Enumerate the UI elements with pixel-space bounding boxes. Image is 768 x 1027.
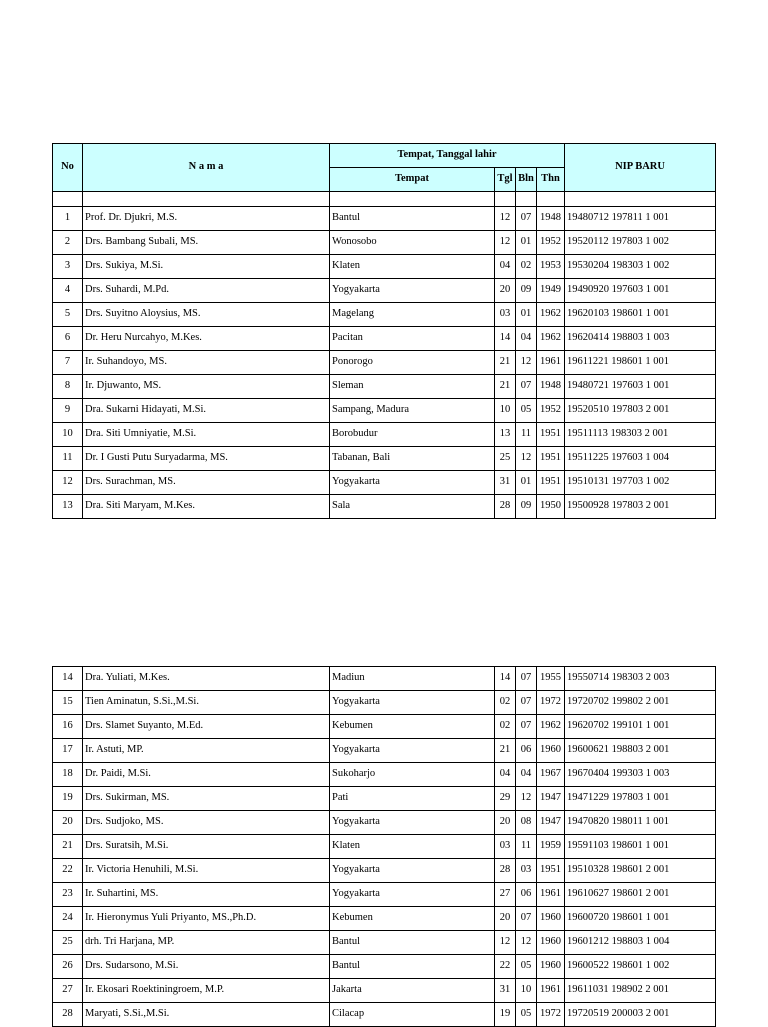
cell-bln: 12	[516, 931, 537, 955]
cell-tempat: Ponorogo	[330, 351, 495, 375]
cell-tgl: 31	[495, 471, 516, 495]
table-row	[53, 787, 716, 811]
cell-no: 2	[53, 231, 83, 255]
cell-tgl: 20	[495, 279, 516, 303]
cell-tempat: Kebumen	[330, 715, 495, 739]
cell-nama: Drs. Sudarsono, M.Si.	[83, 955, 330, 979]
cell-bln: 10	[516, 979, 537, 1003]
table-body	[53, 192, 716, 519]
cell-nama: Drs. Sukiya, M.Si.	[83, 255, 330, 279]
cell-thn: 1951	[537, 859, 565, 883]
cell-thn: 1951	[537, 423, 565, 447]
cell-nip: 19620702 199101 1 001	[565, 715, 716, 739]
cell-nama: Drs. Suyitno Aloysius, MS.	[83, 303, 330, 327]
cell-nama: Drs. Sudjoko, MS.	[83, 811, 330, 835]
cell-tempat: Kebumen	[330, 907, 495, 931]
cell-no: 19	[53, 787, 83, 811]
table-row	[53, 835, 716, 859]
cell-bln: 08	[516, 811, 537, 835]
table-row	[53, 399, 716, 423]
cell-tgl: 03	[495, 835, 516, 859]
cell-tgl: 10	[495, 399, 516, 423]
cell-tempat: Yogyakarta	[330, 279, 495, 303]
table-body	[53, 667, 716, 1027]
staff-table-1	[52, 143, 716, 519]
cell-tempat: Yogyakarta	[330, 883, 495, 907]
cell-nip: 19511225 197603 1 004	[565, 447, 716, 471]
cell-nip: 19500928 197803 2 001	[565, 495, 716, 519]
col-header-tempat: Tempat	[330, 168, 495, 192]
cell-no: 18	[53, 763, 83, 787]
cell-thn: 1953	[537, 255, 565, 279]
cell-nama: Tien Aminatun, S.Si.,M.Si.	[83, 691, 330, 715]
cell-tgl: 21	[495, 739, 516, 763]
cell-nama: Drs. Suratsih, M.Si.	[83, 835, 330, 859]
table-row	[53, 207, 716, 231]
cell-nip: 19620414 198803 1 003	[565, 327, 716, 351]
cell-bln: 04	[516, 327, 537, 351]
cell-thn: 1967	[537, 763, 565, 787]
table-row	[53, 931, 716, 955]
cell-tempat: Jakarta	[330, 979, 495, 1003]
cell-bln: 12	[516, 351, 537, 375]
table-row	[53, 303, 716, 327]
cell-nama: Prof. Dr. Djukri, M.S.	[83, 207, 330, 231]
cell-bln: 09	[516, 495, 537, 519]
cell-bln: 05	[516, 399, 537, 423]
col-header-bln: Bln	[516, 168, 537, 192]
col-header-nip: NIP BARU	[565, 144, 716, 192]
cell-no: 6	[53, 327, 83, 351]
cell-bln: 03	[516, 859, 537, 883]
cell-tempat: Klaten	[330, 255, 495, 279]
cell-tgl: 02	[495, 691, 516, 715]
cell-tempat: Cilacap	[330, 1003, 495, 1027]
cell-no: 23	[53, 883, 83, 907]
cell-nama: Drs. Slamet Suyanto, M.Ed.	[83, 715, 330, 739]
cell-bln: 09	[516, 279, 537, 303]
cell-no: 22	[53, 859, 83, 883]
cell-no: 7	[53, 351, 83, 375]
cell-tgl: 21	[495, 375, 516, 399]
cell-tempat: Bantul	[330, 207, 495, 231]
cell-thn: 1961	[537, 351, 565, 375]
cell-nip: 19530204 198303 1 002	[565, 255, 716, 279]
table-row	[53, 1003, 716, 1027]
cell-tempat: Yogyakarta	[330, 739, 495, 763]
table-row	[53, 907, 716, 931]
cell-tempat: Wonosobo	[330, 231, 495, 255]
cell-bln: 05	[516, 1003, 537, 1027]
cell-nip: 19510328 198601 2 001	[565, 859, 716, 883]
cell-tgl: 12	[495, 931, 516, 955]
cell-bln: 12	[516, 787, 537, 811]
cell-no: 13	[53, 495, 83, 519]
table-row	[53, 375, 716, 399]
cell-nip: 19520112 197803 1 002	[565, 231, 716, 255]
cell-bln: 01	[516, 471, 537, 495]
cell-no: 24	[53, 907, 83, 931]
cell-bln: 11	[516, 835, 537, 859]
table-row	[53, 979, 716, 1003]
table-row	[53, 447, 716, 471]
cell-thn: 1949	[537, 279, 565, 303]
table-row	[53, 955, 716, 979]
table-row	[53, 739, 716, 763]
cell-bln: 06	[516, 739, 537, 763]
cell-no: 27	[53, 979, 83, 1003]
cell-no: 10	[53, 423, 83, 447]
table-row	[53, 715, 716, 739]
cell-nama: Dra. Sukarni Hidayati, M.Si.	[83, 399, 330, 423]
cell-tempat: Tabanan, Bali	[330, 447, 495, 471]
staff-table-2	[52, 666, 716, 1027]
cell-thn: 1962	[537, 303, 565, 327]
cell-thn: 1955	[537, 667, 565, 691]
cell-bln: 12	[516, 447, 537, 471]
cell-tempat: Magelang	[330, 303, 495, 327]
cell-nama: Drs. Surachman, MS.	[83, 471, 330, 495]
cell-no: 16	[53, 715, 83, 739]
cell-no: 8	[53, 375, 83, 399]
cell-nama: Ir. Suhandoyo, MS.	[83, 351, 330, 375]
cell-nama: Dra. Yuliati, M.Kes.	[83, 667, 330, 691]
cell-nip: 19591103 198601 1 001	[565, 835, 716, 859]
col-header-ttl: Tempat, Tanggal lahir	[330, 144, 565, 168]
cell-nama: Drs. Suhardi, M.Pd.	[83, 279, 330, 303]
cell-tgl: 03	[495, 303, 516, 327]
cell-nama: Dra. Siti Umniyatie, M.Si.	[83, 423, 330, 447]
cell-thn: 1959	[537, 835, 565, 859]
cell-nama: Ir. Victoria Henuhili, M.Si.	[83, 859, 330, 883]
cell-nip: 19611031 198902 2 001	[565, 979, 716, 1003]
cell-nip: 19670404 199303 1 003	[565, 763, 716, 787]
cell-no: 12	[53, 471, 83, 495]
cell-no: 5	[53, 303, 83, 327]
cell-tempat: Madiun	[330, 667, 495, 691]
cell-nama: Ir. Astuti, MP.	[83, 739, 330, 763]
col-header-thn: Thn	[537, 168, 565, 192]
cell-thn: 1950	[537, 495, 565, 519]
cell-bln: 11	[516, 423, 537, 447]
cell-thn: 1948	[537, 375, 565, 399]
cell-tgl: 27	[495, 883, 516, 907]
cell-tempat: Sukoharjo	[330, 763, 495, 787]
cell-tgl: 21	[495, 351, 516, 375]
cell-no: 9	[53, 399, 83, 423]
cell-nip: 19720519 200003 2 001	[565, 1003, 716, 1027]
cell-nip: 19620103 198601 1 001	[565, 303, 716, 327]
cell-nama: Ir. Djuwanto, MS.	[83, 375, 330, 399]
cell-no: 11	[53, 447, 83, 471]
cell-no: 28	[53, 1003, 83, 1027]
cell-nip: 19511113 198303 2 001	[565, 423, 716, 447]
cell-tgl: 22	[495, 955, 516, 979]
cell-nip: 19471229 197803 1 001	[565, 787, 716, 811]
cell-tgl: 12	[495, 231, 516, 255]
cell-thn: 1960	[537, 907, 565, 931]
cell-tgl: 28	[495, 859, 516, 883]
cell-thn: 1961	[537, 883, 565, 907]
cell-thn: 1972	[537, 1003, 565, 1027]
cell-thn: 1947	[537, 787, 565, 811]
cell-no: 15	[53, 691, 83, 715]
cell-tempat: Bantul	[330, 931, 495, 955]
cell-tgl: 19	[495, 1003, 516, 1027]
table-row	[53, 327, 716, 351]
cell-tgl: 14	[495, 667, 516, 691]
cell-bln: 02	[516, 255, 537, 279]
cell-nama: Ir. Ekosari Roektiningroem, M.P.	[83, 979, 330, 1003]
cell-tempat: Yogyakarta	[330, 471, 495, 495]
cell-thn: 1948	[537, 207, 565, 231]
cell-tgl: 29	[495, 787, 516, 811]
cell-tgl: 04	[495, 255, 516, 279]
cell-tgl: 31	[495, 979, 516, 1003]
table-row	[53, 423, 716, 447]
cell-bln: 07	[516, 691, 537, 715]
cell-nip: 19480721 197603 1 001	[565, 375, 716, 399]
table-row	[53, 859, 716, 883]
table-row	[53, 255, 716, 279]
cell-nama: Ir. Hieronymus Yuli Priyanto, MS.,Ph.D.	[83, 907, 330, 931]
cell-thn: 1951	[537, 447, 565, 471]
cell-nama: Dr. Paidi, M.Si.	[83, 763, 330, 787]
cell-thn: 1960	[537, 955, 565, 979]
cell-no: 1	[53, 207, 83, 231]
cell-no: 20	[53, 811, 83, 835]
cell-tgl: 20	[495, 811, 516, 835]
cell-no: 25	[53, 931, 83, 955]
cell-nama: Dr. Heru Nurcahyo, M.Kes.	[83, 327, 330, 351]
cell-tgl: 13	[495, 423, 516, 447]
cell-nama: Maryati, S.Si.,M.Si.	[83, 1003, 330, 1027]
cell-bln: 01	[516, 303, 537, 327]
cell-bln: 07	[516, 907, 537, 931]
cell-tempat: Yogyakarta	[330, 691, 495, 715]
cell-nip: 19490920 197603 1 001	[565, 279, 716, 303]
cell-nip: 19720702 199802 2 001	[565, 691, 716, 715]
cell-thn: 1960	[537, 931, 565, 955]
cell-tgl: 04	[495, 763, 516, 787]
cell-tempat: Sala	[330, 495, 495, 519]
cell-nip: 19611221 198601 1 001	[565, 351, 716, 375]
cell-tgl: 28	[495, 495, 516, 519]
cell-tgl: 14	[495, 327, 516, 351]
table-row	[53, 763, 716, 787]
cell-bln: 04	[516, 763, 537, 787]
cell-tgl: 02	[495, 715, 516, 739]
cell-bln: 07	[516, 375, 537, 399]
cell-nama: Dr. I Gusti Putu Suryadarma, MS.	[83, 447, 330, 471]
cell-nip: 19550714 198303 2 003	[565, 667, 716, 691]
cell-nip: 19470820 198011 1 001	[565, 811, 716, 835]
cell-tempat: Sampang, Madura	[330, 399, 495, 423]
col-header-tgl: Tgl	[495, 168, 516, 192]
cell-no: 17	[53, 739, 83, 763]
table-row	[53, 471, 716, 495]
cell-thn: 1952	[537, 231, 565, 255]
cell-bln: 07	[516, 667, 537, 691]
cell-tempat: Sleman	[330, 375, 495, 399]
cell-nip: 19600720 198601 1 001	[565, 907, 716, 931]
col-header-no: No	[53, 144, 83, 192]
cell-bln: 06	[516, 883, 537, 907]
cell-tgl: 25	[495, 447, 516, 471]
table-row	[53, 811, 716, 835]
cell-nama: Drs. Bambang Subali, MS.	[83, 231, 330, 255]
cell-tempat: Borobudur	[330, 423, 495, 447]
cell-thn: 1947	[537, 811, 565, 835]
cell-nip: 19510131 197703 1 002	[565, 471, 716, 495]
cell-tempat: Klaten	[330, 835, 495, 859]
cell-tempat: Pati	[330, 787, 495, 811]
cell-tempat: Yogyakarta	[330, 859, 495, 883]
cell-thn: 1952	[537, 399, 565, 423]
cell-no: 4	[53, 279, 83, 303]
cell-nama: Ir. Suhartini, MS.	[83, 883, 330, 907]
cell-nip: 19600522 198601 1 002	[565, 955, 716, 979]
cell-tempat: Pacitan	[330, 327, 495, 351]
cell-tgl: 12	[495, 207, 516, 231]
cell-bln: 05	[516, 955, 537, 979]
table-row	[53, 495, 716, 519]
cell-tempat: Bantul	[330, 955, 495, 979]
table-row	[53, 231, 716, 255]
cell-thn: 1962	[537, 715, 565, 739]
cell-no: 3	[53, 255, 83, 279]
table-row	[53, 883, 716, 907]
cell-bln: 07	[516, 715, 537, 739]
table-row	[53, 667, 716, 691]
cell-nip: 19480712 197811 1 001	[565, 207, 716, 231]
cell-tempat: Yogyakarta	[330, 811, 495, 835]
cell-nip: 19520510 197803 2 001	[565, 399, 716, 423]
cell-tgl: 20	[495, 907, 516, 931]
cell-no: 21	[53, 835, 83, 859]
cell-nip: 19601212 198803 1 004	[565, 931, 716, 955]
table-header	[53, 144, 716, 192]
table-row	[53, 279, 716, 303]
cell-thn: 1962	[537, 327, 565, 351]
cell-thn: 1951	[537, 471, 565, 495]
cell-bln: 07	[516, 207, 537, 231]
cell-no: 14	[53, 667, 83, 691]
cell-bln: 01	[516, 231, 537, 255]
cell-thn: 1960	[537, 739, 565, 763]
table-row	[53, 351, 716, 375]
cell-no: 26	[53, 955, 83, 979]
cell-nama: drh. Tri Harjana, MP.	[83, 931, 330, 955]
cell-nip: 19610627 198601 2 001	[565, 883, 716, 907]
cell-nama: Drs. Sukirman, MS.	[83, 787, 330, 811]
cell-thn: 1972	[537, 691, 565, 715]
cell-nip: 19600621 198803 2 001	[565, 739, 716, 763]
col-header-nama: N a m a	[83, 144, 330, 192]
cell-thn: 1961	[537, 979, 565, 1003]
table-row	[53, 691, 716, 715]
cell-nama: Dra. Siti Maryam, M.Kes.	[83, 495, 330, 519]
